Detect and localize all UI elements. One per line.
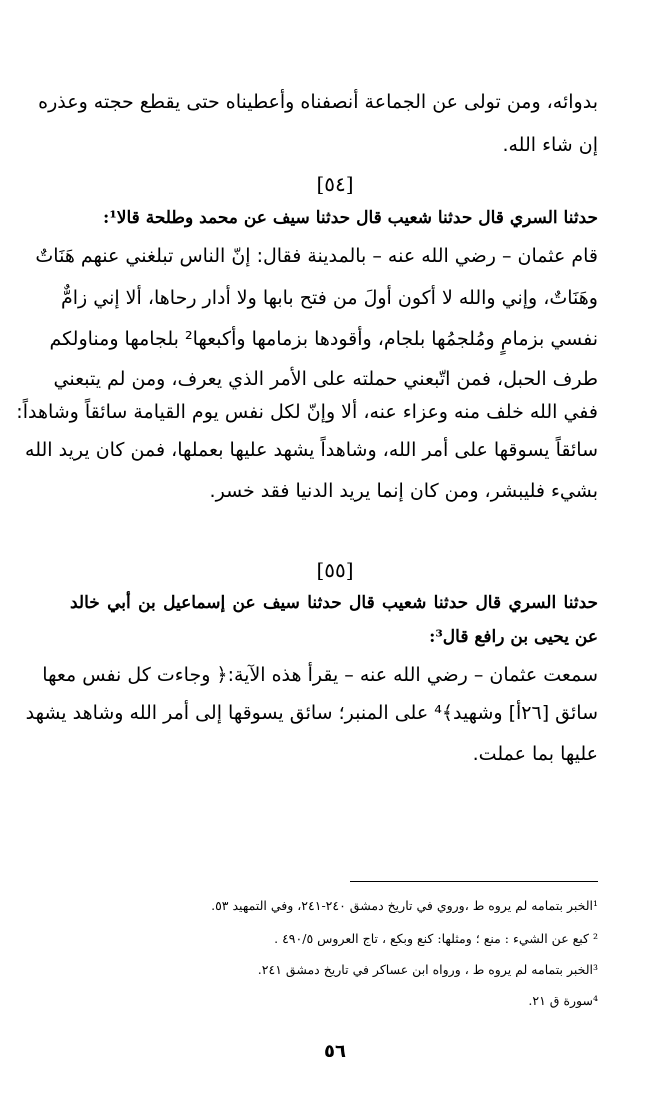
- isnad-line: حدثنا السري قال حدثنا شعيب قال حدثنا سيف عن محمد وطلحة قالا¹:: [103, 208, 598, 228]
- footnote: ⁴سورة ق ٢١.: [528, 993, 598, 1008]
- footnote-separator: [350, 881, 598, 882]
- text-line: بشيء فليبشر، ومن كان إنما يريد الدنيا فقد خسر.: [209, 480, 598, 502]
- text-line: ففي الله خلف منه وعزاء عنه، ألا وإنّ لكل نفس يوم القيامة سائقاً وشاهداً:: [16, 401, 598, 423]
- isnad-line: عن يحيى بن رافع قال³:: [429, 627, 598, 647]
- isnad-line: حدثنا السري قال حدثنا شعيب قال حدثنا سيف عن إسماعيل بن أبي خالد: [70, 593, 598, 613]
- text-line: عليها بما عملت.: [472, 743, 598, 765]
- footnote: ¹الخبر بتمامه لم يروه ط ،وروي في تاريخ دمشق ٢٤٠-٢٤١، وفي التمهيد ٥٣.: [211, 898, 598, 913]
- section-number: [٥٥]: [316, 558, 354, 582]
- text-line: وهَنَاتٌ، وإني والله لا أكون أولَ من فتح بابها ولا أدار رحاها، ألا إني زامٌّ: [60, 287, 598, 309]
- text-line: بدوائه، ومن تولى عن الجماعة أنصفناه وأعطيناه حتى يقطع حجته وعذره: [38, 91, 598, 113]
- text-line: طرف الحبل، فمن اتّبعني حملته على الأمر الذي يعرف، ومن لم يتبعني: [53, 368, 598, 390]
- text-line: سمعت عثمان – رضي الله عنه – يقرأ هذه الآية:﴿ وجاءت كل نفس معها: [42, 664, 598, 686]
- text-line: سائق [٢٦أ] وشهيد﴾⁴ على المنبر؛ سائق يسوقها إلى أمر الله وشاهد يشهد: [25, 702, 598, 724]
- section-number: [٥٤]: [316, 172, 354, 196]
- text-line: سائقاً يسوقها على أمر الله، وشاهداً يشهد عليها بعملها، فمن كان يريد الله: [25, 439, 598, 461]
- page-number: ٥٦: [324, 1041, 346, 1062]
- footnote: ² كبع عن الشيء : منع ؛ ومثلها: كنع وبكع ، تاج العروس ٤٩٠/٥ .: [274, 931, 598, 946]
- text-line: نفسي بزمامٍ ومُلجمُها بلجام، وأقودها بزمامها وأكبعها² بلجامها ومناولكم: [49, 328, 598, 350]
- text-line: قام عثمان – رضي الله عنه – بالمدينة فقال: إنّ الناس تبلغني عنهم هَنَاتٌ: [35, 245, 598, 267]
- footnote: ³الخبر بتمامه لم يروه ط ، ورواه ابن عساكر في تاريخ دمشق ٢٤١.: [257, 962, 598, 977]
- text-line: إن شاء الله.: [502, 134, 598, 156]
